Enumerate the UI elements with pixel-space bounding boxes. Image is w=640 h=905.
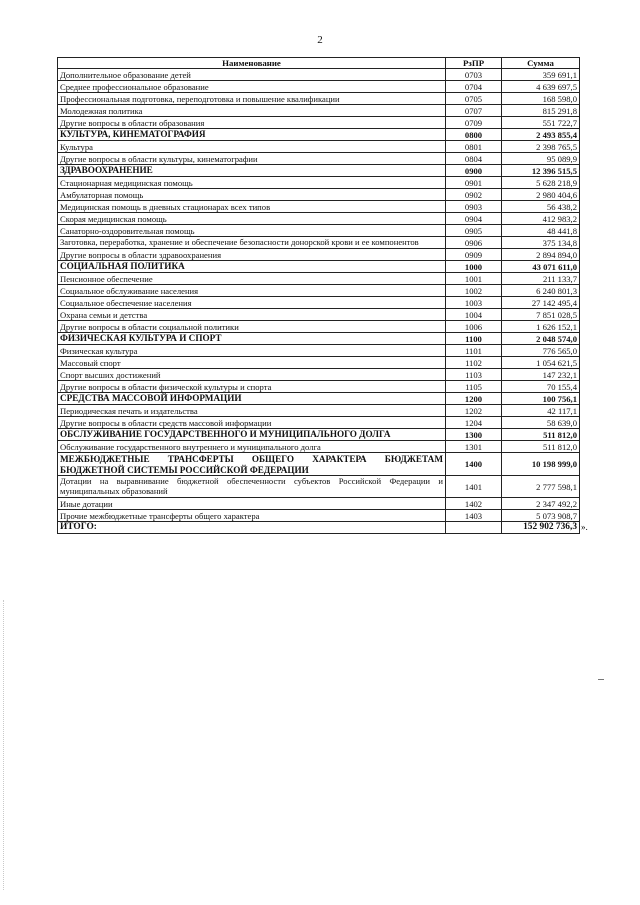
- row-tail: [580, 213, 588, 225]
- row-sum: 56 438,2: [502, 201, 580, 213]
- table-row: [58, 333, 588, 345]
- row-code: 1402: [446, 497, 502, 509]
- row-name: МЕЖБЮДЖЕТНЫЕ ТРАНСФЕРТЫ ОБЩЕГО ХАРАКТЕРА БЮДЖЕТАМ БЮДЖЕТНОЙ СИСТЕМЫ РОССИЙСКОЙ ФЕДЕРАЦИИ: [58, 453, 446, 476]
- table-row: [58, 417, 588, 429]
- row-code: 0707: [446, 105, 502, 117]
- row-code: 1103: [446, 369, 502, 381]
- table-row: [58, 93, 588, 105]
- row-name: Стационарная медицинская помощь: [58, 177, 446, 189]
- row-tail: [580, 129, 588, 141]
- row-sum: 2 894 894,0: [502, 249, 580, 261]
- row-tail: [580, 381, 588, 393]
- table-row: [58, 117, 588, 129]
- table-row: [58, 357, 588, 369]
- table-row: [58, 429, 588, 441]
- row-sum: 815 291,8: [502, 105, 580, 117]
- scan-dash-mark: [598, 679, 604, 680]
- row-sum: 27 142 495,4: [502, 297, 580, 309]
- row-name: Дотации на выравнивание бюджетной обеспеченности субъектов Российской Федерации и муниципальных образований: [58, 476, 446, 498]
- table-row: [58, 297, 588, 309]
- row-code: 1003: [446, 297, 502, 309]
- row-name: СОЦИАЛЬНАЯ ПОЛИТИКА: [58, 261, 446, 273]
- row-code: 1002: [446, 285, 502, 297]
- row-code: 0801: [446, 141, 502, 153]
- row-name: Массовый спорт: [58, 357, 446, 369]
- row-tail: [580, 285, 588, 297]
- table-row: [58, 69, 588, 81]
- row-tail: [580, 441, 588, 453]
- row-sum: 211 133,7: [502, 273, 580, 285]
- row-sum: 2 980 404,6: [502, 189, 580, 201]
- table-row: [58, 393, 588, 405]
- row-tail: [580, 177, 588, 189]
- row-tail: [580, 333, 588, 345]
- row-sum: 1 626 152,1: [502, 321, 580, 333]
- row-code: 1105: [446, 381, 502, 393]
- table-row: [58, 201, 588, 213]
- row-sum: 42 117,1: [502, 405, 580, 417]
- row-name: Среднее профессиональное образование: [58, 81, 446, 93]
- row-code: 1204: [446, 417, 502, 429]
- row-code: 0705: [446, 93, 502, 105]
- row-code: 1006: [446, 321, 502, 333]
- row-name: Профессиональная подготовка, переподготовка и повышение квалификации: [58, 93, 446, 105]
- row-tail: [580, 153, 588, 165]
- row-code: 1001: [446, 273, 502, 285]
- row-name: Санаторно-оздоровительная помощь: [58, 225, 446, 237]
- table-row: [58, 81, 588, 93]
- total-row: [58, 521, 588, 533]
- row-tail: [580, 81, 588, 93]
- header-name: Наименование: [58, 58, 446, 69]
- row-code: 1300: [446, 429, 502, 441]
- row-name: Заготовка, переработка, хранение и обеспечение безопасности донорской крови и ее компонентов: [58, 237, 446, 249]
- row-code: 1100: [446, 333, 502, 345]
- row-sum: 12 396 515,5: [502, 165, 580, 177]
- row-sum: 147 232,1: [502, 369, 580, 381]
- row-sum: 1 054 621,5: [502, 357, 580, 369]
- row-name: КУЛЬТУРА, КИНЕМАТОГРАФИЯ: [58, 129, 446, 141]
- row-sum: 511 812,0: [502, 429, 580, 441]
- row-name: Охрана семьи и детства: [58, 309, 446, 321]
- row-code: 0900: [446, 165, 502, 177]
- row-sum: 551 722,7: [502, 117, 580, 129]
- header-code: РзПР: [446, 58, 502, 69]
- row-sum: 58 639,0: [502, 417, 580, 429]
- row-sum: 48 441,8: [502, 225, 580, 237]
- row-name: ОБСЛУЖИВАНИЕ ГОСУДАРСТВЕННОГО И МУНИЦИПАЛЬНОГО ДОЛГА: [58, 429, 446, 441]
- table-row: [58, 405, 588, 417]
- row-sum: 168 598,0: [502, 93, 580, 105]
- row-tail: [580, 201, 588, 213]
- row-code: 1101: [446, 345, 502, 357]
- table-row: [58, 381, 588, 393]
- table-row: [58, 509, 588, 521]
- row-sum: 70 155,4: [502, 381, 580, 393]
- row-tail: [580, 497, 588, 509]
- row-code: 1400: [446, 453, 502, 476]
- row-tail: [580, 165, 588, 177]
- row-sum: 95 089,9: [502, 153, 580, 165]
- row-name: Прочие межбюджетные трансферты общего характера: [58, 509, 446, 521]
- row-sum: 776 565,0: [502, 345, 580, 357]
- row-code: 0905: [446, 225, 502, 237]
- table-row: [58, 105, 588, 117]
- row-code: 0904: [446, 213, 502, 225]
- table-header-row: [58, 58, 588, 69]
- row-tail: [580, 476, 588, 498]
- table-row: [58, 189, 588, 201]
- table-row: [58, 345, 588, 357]
- row-tail: [580, 357, 588, 369]
- table-row: [58, 225, 588, 237]
- row-tail: [580, 405, 588, 417]
- row-name: Культура: [58, 141, 446, 153]
- row-code: 0902: [446, 189, 502, 201]
- row-code: 1102: [446, 357, 502, 369]
- row-name: Другие вопросы в области культуры, кинематографии: [58, 153, 446, 165]
- row-code: 0909: [446, 249, 502, 261]
- row-name: Другие вопросы в области средств массовой информации: [58, 417, 446, 429]
- row-code: 1200: [446, 393, 502, 405]
- row-tail: [580, 189, 588, 201]
- row-sum: 511 812,0: [502, 441, 580, 453]
- row-name: Обслуживание государственного внутреннего и муниципального долга: [58, 441, 446, 453]
- row-name: Иные дотации: [58, 497, 446, 509]
- table-row: [58, 141, 588, 153]
- row-sum: 2 347 492,2: [502, 497, 580, 509]
- row-code: 0906: [446, 237, 502, 249]
- table-row: [58, 213, 588, 225]
- row-code: 0709: [446, 117, 502, 129]
- closing-quote: ».: [581, 521, 588, 532]
- row-name: Другие вопросы в области образования: [58, 117, 446, 129]
- row-tail: [580, 345, 588, 357]
- row-name: Амбулаторная помощь: [58, 189, 446, 201]
- row-code: 0903: [446, 201, 502, 213]
- header-tail: [580, 58, 588, 69]
- row-sum: 100 756,1: [502, 393, 580, 405]
- row-sum: 7 851 028,5: [502, 309, 580, 321]
- row-name: Другие вопросы в области физической культуры и спорта: [58, 381, 446, 393]
- row-tail: [580, 225, 588, 237]
- header-sum: Сумма: [502, 58, 580, 69]
- table-row: [58, 441, 588, 453]
- table-row: [58, 309, 588, 321]
- row-sum: 4 639 697,5: [502, 81, 580, 93]
- row-tail: [580, 417, 588, 429]
- row-tail: [580, 509, 588, 521]
- row-sum: 375 134,8: [502, 237, 580, 249]
- row-name: Другие вопросы в области здравоохранения: [58, 249, 446, 261]
- row-sum: 5 628 218,9: [502, 177, 580, 189]
- row-name: Спорт высших достижений: [58, 369, 446, 381]
- row-tail: [580, 453, 588, 476]
- row-code: 1403: [446, 509, 502, 521]
- total-sum: 152 902 736,3: [502, 521, 580, 533]
- row-name: Другие вопросы в области социальной политики: [58, 321, 446, 333]
- row-sum: 359 691,1: [502, 69, 580, 81]
- table-row: [58, 237, 588, 249]
- table-row: [58, 285, 588, 297]
- row-tail: [580, 321, 588, 333]
- table-row: [58, 321, 588, 333]
- row-name: Физическая культура: [58, 345, 446, 357]
- row-code: 0800: [446, 129, 502, 141]
- row-sum: 2 048 574,0: [502, 333, 580, 345]
- row-tail: [580, 393, 588, 405]
- total-code: [446, 521, 502, 533]
- table-row: [58, 153, 588, 165]
- row-sum: 6 240 801,3: [502, 285, 580, 297]
- row-code: 1004: [446, 309, 502, 321]
- table-row: [58, 129, 588, 141]
- budget-table: [57, 57, 588, 534]
- row-tail: [580, 69, 588, 81]
- row-name: ФИЗИЧЕСКАЯ КУЛЬТУРА И СПОРТ: [58, 333, 446, 345]
- table-body: [58, 69, 588, 522]
- table-row: [58, 369, 588, 381]
- row-tail: [580, 237, 588, 249]
- table-row: [58, 453, 588, 476]
- row-tail: [580, 93, 588, 105]
- row-code: 0901: [446, 177, 502, 189]
- row-sum: 412 983,2: [502, 213, 580, 225]
- row-name: Социальное обеспечение населения: [58, 297, 446, 309]
- row-name: Дополнительное образование детей: [58, 69, 446, 81]
- row-tail: [580, 141, 588, 153]
- row-name: СРЕДСТВА МАССОВОЙ ИНФОРМАЦИИ: [58, 393, 446, 405]
- row-sum: 2 398 765,5: [502, 141, 580, 153]
- table-row: [58, 261, 588, 273]
- row-tail: [580, 105, 588, 117]
- table-row: [58, 177, 588, 189]
- row-name: Пенсионное обеспечение: [58, 273, 446, 285]
- row-name: Молодежная политика: [58, 105, 446, 117]
- scan-edge-mark: [3, 600, 5, 890]
- row-tail: [580, 249, 588, 261]
- row-code: 1301: [446, 441, 502, 453]
- row-code: 1401: [446, 476, 502, 498]
- row-code: 1000: [446, 261, 502, 273]
- row-code: 0704: [446, 81, 502, 93]
- row-tail: [580, 309, 588, 321]
- row-tail: [580, 297, 588, 309]
- row-name: ЗДРАВООХРАНЕНИЕ: [58, 165, 446, 177]
- row-sum: 2 493 855,4: [502, 129, 580, 141]
- row-tail: [580, 429, 588, 441]
- row-name: Периодическая печать и издательства: [58, 405, 446, 417]
- table-row: [58, 165, 588, 177]
- row-name: Социальное обслуживание населения: [58, 285, 446, 297]
- row-code: 1202: [446, 405, 502, 417]
- page-number: 2: [317, 34, 323, 46]
- total-label: ИТОГО:: [58, 521, 446, 533]
- row-tail: [580, 261, 588, 273]
- row-name: Скорая медицинская помощь: [58, 213, 446, 225]
- table-row: [58, 249, 588, 261]
- row-tail: [580, 273, 588, 285]
- row-sum: 43 071 611,0: [502, 261, 580, 273]
- row-sum: 5 073 908,7: [502, 509, 580, 521]
- row-tail: [580, 369, 588, 381]
- row-tail: [580, 117, 588, 129]
- row-name: Медицинская помощь в дневных стационарах всех типов: [58, 201, 446, 213]
- table-row: [58, 476, 588, 498]
- table-row: [58, 497, 588, 509]
- row-sum: 2 777 598,1: [502, 476, 580, 498]
- row-sum: 10 198 999,0: [502, 453, 580, 476]
- row-code: 0804: [446, 153, 502, 165]
- row-code: 0703: [446, 69, 502, 81]
- table-row: [58, 273, 588, 285]
